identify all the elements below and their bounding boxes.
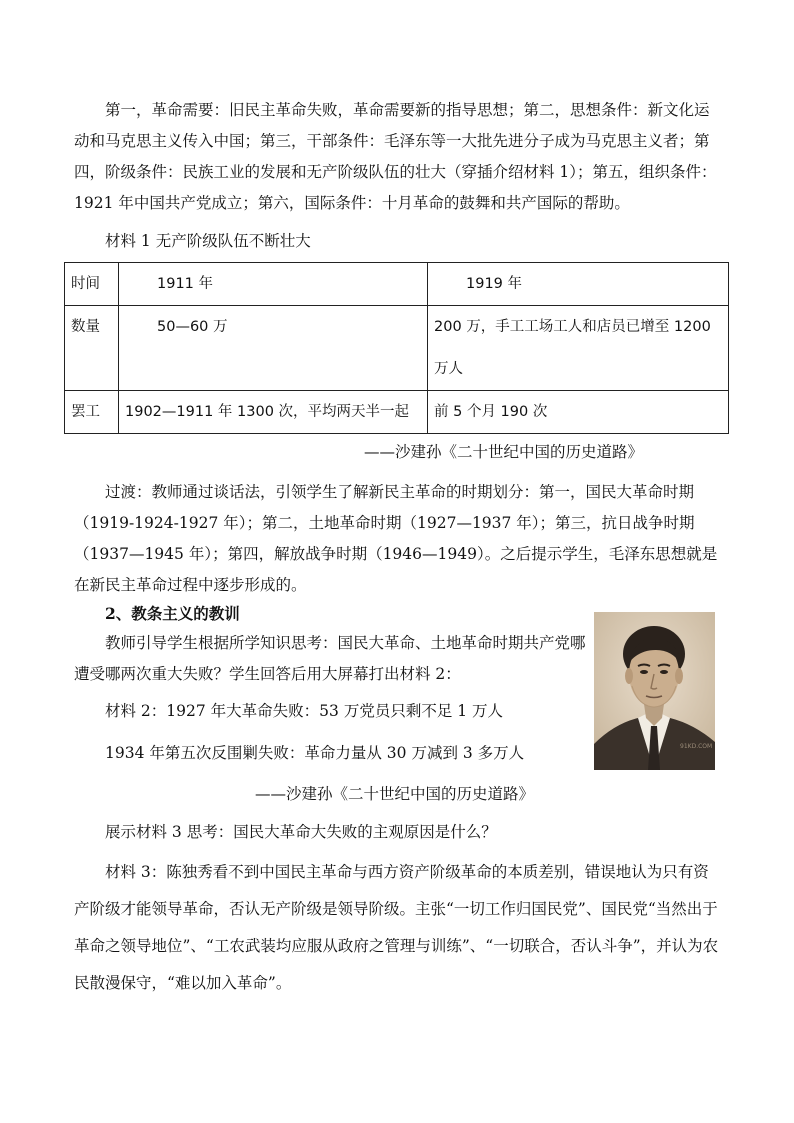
table-header-cell: 1911 年 [119, 263, 428, 306]
table-cell: 前 5 个月 190 次 [428, 391, 729, 434]
material1-table [64, 262, 729, 434]
table-row [65, 306, 729, 391]
material2-line2: 1934 年第五次反围剿失败：革命力量从 30 万减到 3 多万人 [105, 744, 525, 762]
section2-prompt: 教师引导学生根据所学知识思考：国民大革命、土地革命时期共产党哪遭受哪两次重大失败？学生回答后用大屏幕打出材料 2： [74, 634, 586, 683]
table-row [65, 391, 729, 434]
table-header-row [65, 263, 729, 306]
source-citation-2: ——沙建孙《二十世纪中国的历史道路》 [255, 785, 535, 803]
portrait-watermark: 91KD.COM [680, 743, 713, 750]
table-header-cell: 1919 年 [428, 263, 729, 306]
intro-paragraph: 第一，革命需要：旧民主革命失败，革命需要新的指导思想；第二，思想条件：新文化运动和马克思主义传入中国；第三，干部条件：毛泽东等一大批先进分子成为马克思主义者；第四，阶级条件：民族工业的发展和无产阶级队伍的壮大（穿插介绍材料 1）；第五，组织条件：1921 年中国共产党成立；第六，国际条件：十月革命的鼓舞和共产国际的帮助。 [74, 101, 717, 212]
material3-prompt: 展示材料 3 思考：国民大革命大失败的主观原因是什么？ [105, 823, 497, 841]
material2-line1: 材料 2：1927 年大革命失败：53 万党员只剩不足 1 万人 [105, 702, 504, 720]
table-cell: 1902—1911 年 1300 次，平均两天半一起 [119, 391, 428, 434]
table-cell: 罢工 [65, 391, 119, 434]
section2-heading: 2、教条主义的教训 [105, 604, 240, 623]
table-cell: 200 万，手工工场工人和店员已增至 1200 万人 [428, 306, 729, 391]
material1-title: 材料 1 无产阶级队伍不断壮大 [105, 232, 311, 250]
source-citation-1: ——沙建孙《二十世纪中国的历史道路》 [364, 443, 644, 461]
table-header-cell: 时间 [65, 263, 119, 306]
portrait-photo [594, 612, 715, 770]
table-cell: 50—60 万 [119, 306, 428, 391]
transition-paragraph: 过渡：教师通过谈话法，引领学生了解新民主革命的时期划分：第一，国民大革命时期（1919-1924-1927 年）；第二，土地革命时期（1927—1937 年）；第三，抗日战争时期（1937—1945 年）；第四，解放战争时期（1946—1949）。之后提示学生，毛泽东思想就是在新民主革命过程中逐步形成的。 [74, 483, 718, 594]
material3-paragraph: 材料 3：陈独秀看不到中国民主革命与西方资产阶级革命的本质差别，错误地认为只有资产阶级才能领导革命，否认无产阶级是领导阶级。主张“一切工作归国民党”、国民党“当然出于革命之领导地位”、“工农武装均应服从政府之管理与训练”、“一切联合，否认斗争”，并认为农民散漫保守，“难以加入革命”。 [74, 863, 719, 992]
table-cell: 数量 [65, 306, 119, 391]
